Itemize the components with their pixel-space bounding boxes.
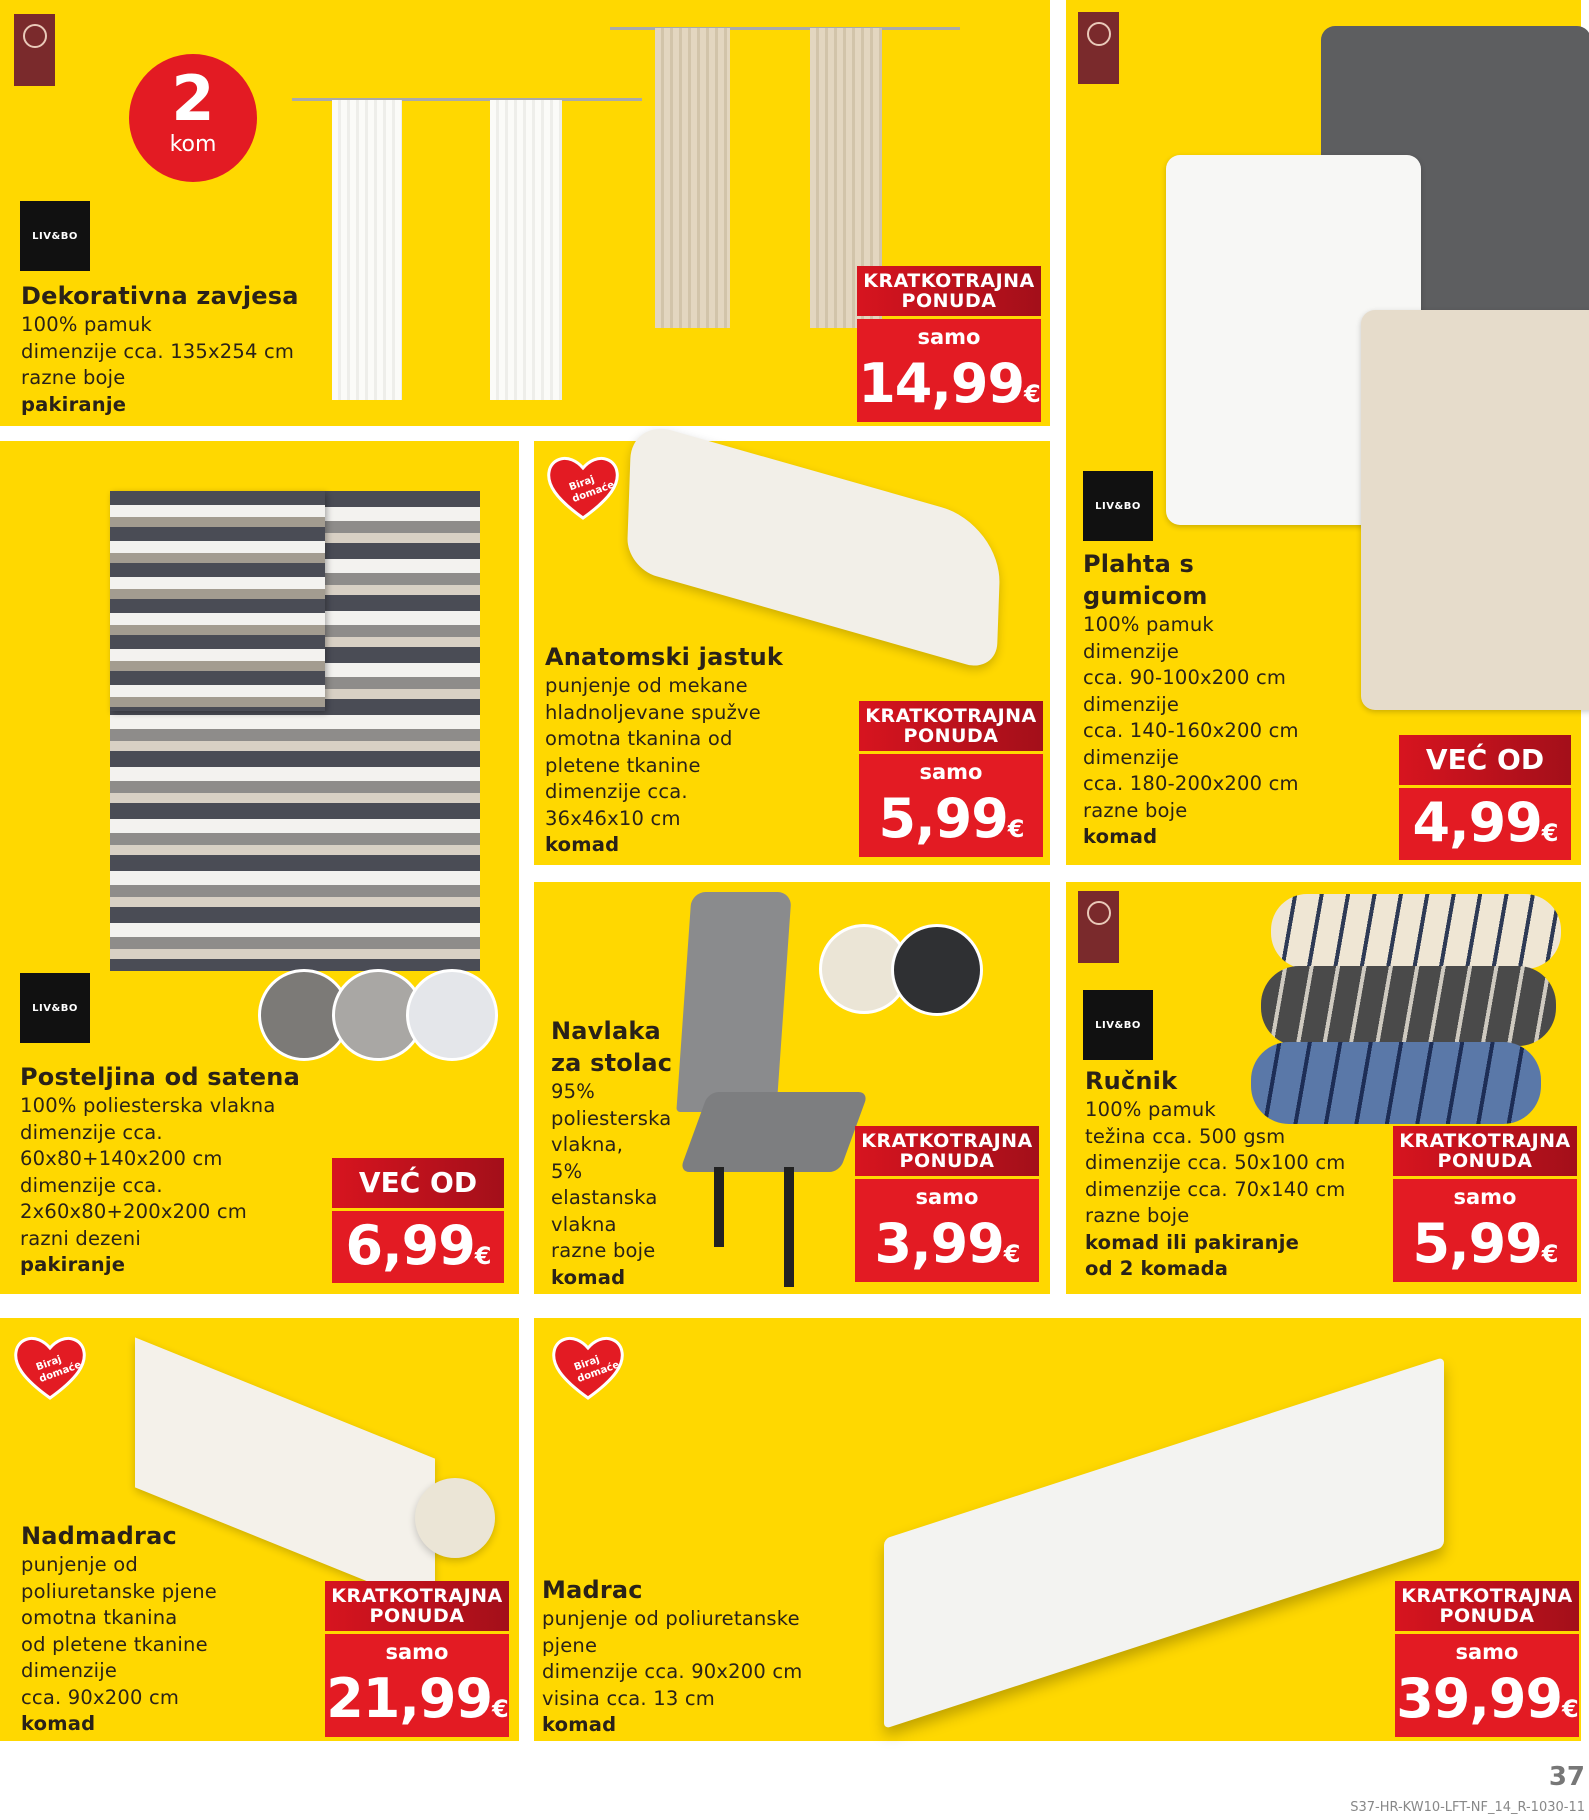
samo-label: samo	[915, 1185, 979, 1209]
product-line: 100% pamuk	[1083, 613, 1214, 636]
product-title: za stolac	[551, 1049, 673, 1077]
price: 14,99€	[858, 352, 1040, 415]
product-info	[545, 641, 783, 859]
product-unit: od 2 komada	[1085, 1257, 1229, 1280]
livarno-logo: LIV&BO	[20, 973, 90, 1043]
samo-label: samo	[1455, 1640, 1519, 1664]
product-info	[21, 280, 299, 418]
vec-od-label: VEĆ OD	[332, 1158, 504, 1208]
offer-header: PONUDA	[1439, 1605, 1535, 1627]
samo-label: samo	[917, 325, 981, 349]
samo-label: samo	[385, 1640, 449, 1664]
cotton-africa-logo	[1078, 12, 1119, 84]
product-line: cca. 90x200 cm	[21, 1685, 180, 1709]
product-line: punjenje od	[21, 1553, 138, 1576]
price-box	[859, 701, 1043, 857]
page-number: 37	[1548, 1762, 1585, 1792]
product-title: gumicom	[1083, 582, 1208, 610]
product-line: dimenzije cca. 70x140 cm	[1085, 1177, 1346, 1201]
offer-header: KRATKOTRAJNA	[1401, 1585, 1573, 1607]
price-box	[857, 266, 1041, 422]
product-info	[1083, 548, 1299, 851]
product-panel-bedding[interactable]	[0, 441, 519, 1294]
product-line: elastanska	[551, 1186, 658, 1209]
offer-header: PONUDA	[903, 725, 999, 747]
product-panel-fitted-sheet[interactable]	[1066, 0, 1581, 865]
badge-number: 2	[171, 62, 215, 135]
price: 21,99€	[326, 1667, 508, 1730]
product-line: cca. 180-200x200 cm	[1083, 772, 1299, 795]
color-swatches	[819, 924, 989, 1019]
price-box	[1393, 1126, 1577, 1282]
product-line: dimenzije cca.	[545, 780, 688, 803]
product-title: Ručnik	[1085, 1067, 1178, 1095]
product-line: punjenje od mekane	[545, 674, 748, 697]
offer-header: PONUDA	[901, 290, 997, 312]
price: 6,99€	[332, 1211, 504, 1283]
bedding-image	[110, 491, 490, 991]
product-line: pjene	[542, 1633, 598, 1657]
product-line: dimenzije cca. 135x254 cm	[21, 339, 295, 363]
product-line: razne boje	[1085, 1204, 1190, 1227]
product-unit: komad	[1083, 825, 1158, 848]
product-line: dimenzije	[1083, 692, 1180, 716]
product-unit: komad ili pakiranje	[1085, 1230, 1300, 1254]
product-line: cca. 90-100x200 cm	[1083, 666, 1287, 689]
cotton-africa-logo	[1078, 891, 1119, 963]
product-unit: komad	[545, 833, 620, 856]
product-panel-mattress[interactable]	[534, 1318, 1581, 1741]
product-line: dimenzije	[1083, 745, 1180, 769]
samo-label: samo	[1453, 1185, 1517, 1209]
product-line: poliuretanske pjene	[21, 1579, 217, 1603]
product-line: razne boje	[1083, 798, 1188, 822]
product-line: 100% poliesterska vlakna	[20, 1094, 276, 1117]
product-line: 95%	[551, 1080, 595, 1103]
product-line: 60x80+140x200 cm	[20, 1147, 223, 1170]
price: 4,99€	[1399, 788, 1571, 860]
product-panel-curtain[interactable]	[0, 0, 1050, 426]
product-line: dimenzije	[21, 1659, 118, 1682]
livarno-logo: LIV&BO	[1083, 990, 1153, 1060]
product-panel-pillow[interactable]	[534, 441, 1050, 865]
offer-header: KRATKOTRAJNA	[865, 705, 1037, 727]
price-box	[1395, 1581, 1579, 1737]
product-title: Posteljina od satena	[20, 1063, 300, 1091]
price-box	[1399, 735, 1571, 860]
product-line: vlakna,	[551, 1133, 624, 1156]
product-line: razne boje	[551, 1239, 656, 1262]
catalog-code: S37-HR-KW10-LFT-NF_14_R-1030-11	[1350, 1800, 1585, 1815]
product-info	[21, 1520, 217, 1738]
product-line: dimenzije cca.	[20, 1120, 163, 1144]
product-title: Nadmadrac	[21, 1522, 177, 1550]
product-line: pletene tkanine	[545, 753, 701, 777]
livarno-logo: LIV&BO	[1083, 471, 1153, 541]
samo-label: samo	[919, 760, 983, 784]
product-line: dimenzije	[1083, 639, 1180, 663]
product-title: Madrac	[542, 1576, 643, 1604]
product-info	[542, 1574, 803, 1739]
product-line: cca. 140-160x200 cm	[1083, 719, 1299, 742]
offer-header: PONUDA	[899, 1150, 995, 1172]
product-line: dimenzije cca. 50x100 cm	[1085, 1151, 1346, 1174]
product-line: dimenzije cca.	[20, 1173, 163, 1197]
price: 39,99€	[1396, 1667, 1578, 1730]
product-title: Plahta s	[1083, 550, 1195, 578]
biraj-domace-heart-logo	[550, 1332, 626, 1402]
product-title: Navlaka	[551, 1017, 661, 1045]
product-info	[551, 1015, 672, 1291]
product-panel-mattress-topper[interactable]	[0, 1318, 519, 1741]
product-line: poliesterska	[551, 1106, 672, 1130]
product-title: Anatomski jastuk	[545, 643, 784, 671]
product-unit: pakiranje	[21, 392, 127, 416]
product-unit: komad	[542, 1713, 617, 1736]
product-panel-chair-cover[interactable]	[534, 882, 1050, 1294]
offer-header: PONUDA	[1437, 1150, 1533, 1172]
product-line: težina cca. 500 gsm	[1085, 1124, 1286, 1148]
vec-od-label: VEĆ OD	[1399, 735, 1571, 785]
livarno-logo: LIV&BO	[20, 201, 90, 271]
product-line: od pletene tkanine	[21, 1632, 208, 1656]
badge-unit: kom	[169, 132, 217, 157]
product-line: omotna tkanina	[21, 1606, 178, 1629]
offer-header: KRATKOTRAJNA	[1399, 1130, 1571, 1152]
product-unit: komad	[21, 1712, 96, 1735]
price: 5,99€	[878, 787, 1024, 850]
offer-header: KRATKOTRAJNA	[863, 270, 1035, 292]
product-panel-towel[interactable]	[1066, 882, 1581, 1294]
price-box	[332, 1158, 504, 1283]
price-box	[855, 1126, 1039, 1282]
product-line: visina cca. 13 cm	[542, 1686, 715, 1710]
product-line: 5%	[551, 1159, 583, 1183]
quantity-badge	[129, 54, 257, 182]
biraj-domace-heart-logo	[12, 1332, 88, 1402]
product-unit: komad	[551, 1265, 626, 1289]
product-line: razni dezeni	[20, 1226, 141, 1250]
product-line: 36x46x10 cm	[545, 806, 681, 830]
price-box	[325, 1581, 509, 1737]
product-line: punjenje od poliuretanske	[542, 1607, 800, 1630]
product-info	[1085, 1065, 1346, 1283]
biraj-domace-heart-logo	[545, 452, 621, 522]
product-line: 2x60x80+200x200 cm	[20, 1200, 247, 1223]
offer-header: KRATKOTRAJNA	[331, 1585, 503, 1607]
product-title: Dekorativna zavjesa	[21, 282, 299, 310]
product-unit: pakiranje	[20, 1253, 126, 1276]
offer-header: PONUDA	[369, 1605, 465, 1627]
product-line: 100% pamuk	[21, 313, 152, 336]
product-line: dimenzije cca. 90x200 cm	[542, 1660, 803, 1683]
price: 5,99€	[1412, 1212, 1558, 1275]
offer-header: KRATKOTRAJNA	[861, 1130, 1033, 1152]
cotton-africa-logo	[14, 14, 55, 86]
product-line: hladnoljevane spužve	[545, 700, 761, 724]
product-info	[20, 1061, 300, 1279]
product-line: vlakna	[551, 1212, 617, 1236]
product-line: omotna tkanina od	[545, 727, 733, 750]
product-line: razne boje	[21, 366, 126, 389]
pattern-swatches	[258, 969, 498, 1064]
product-line: 100% pamuk	[1085, 1098, 1216, 1121]
price: 3,99€	[874, 1212, 1020, 1275]
